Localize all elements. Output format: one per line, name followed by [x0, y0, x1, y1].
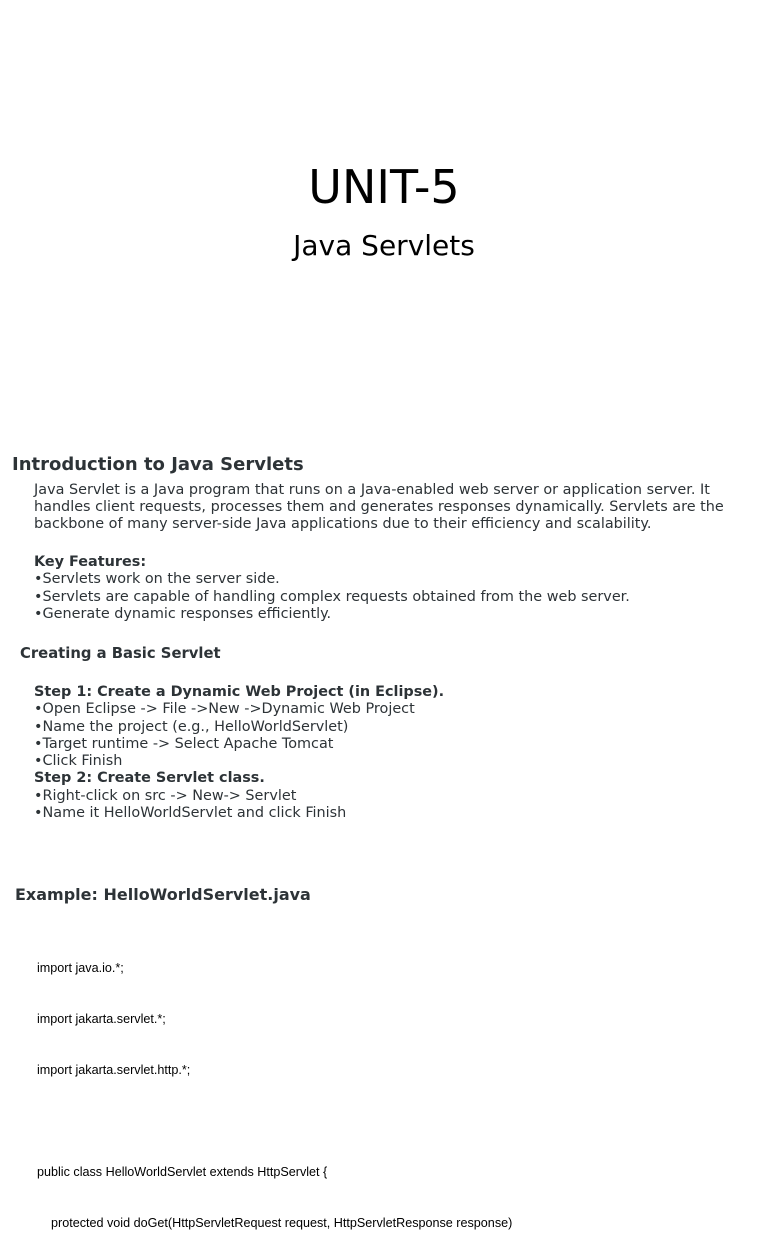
list-item: •Servlets work on the server side. — [34, 571, 280, 588]
steps — [34, 684, 444, 822]
code-line: import jakarta.servlet.*; — [37, 1012, 166, 1026]
intro-paragraph: Java Servlet is a Java program that runs on a Java-enabled web server or application server. It handles client requests, processes them and generates responses dynamically. Servlets are the backbone of many server-side Java applications due to their efficiency and scalability. — [34, 482, 724, 532]
example-heading: Example: HelloWorldServlet.java — [15, 885, 311, 904]
code-line: public class HelloWorldServlet extends HttpServlet { — [37, 1165, 328, 1179]
list-item: •Servlets are capable of handling complex requests obtained from the web server. — [34, 588, 630, 605]
creating-servlet-heading: Creating a Basic Servlet — [20, 645, 221, 662]
list-item: •Right-click on src -> New-> Servlet — [34, 787, 297, 804]
step-2-heading: Step 2: Create Servlet class. — [34, 770, 265, 787]
code-line: import jakarta.servlet.http.*; — [37, 1063, 191, 1077]
slide-subtitle: Java Servlets — [293, 229, 475, 262]
code-block — [37, 926, 512, 1249]
list-item: •Click Finish — [34, 753, 123, 770]
list-item: •Name it HelloWorldServlet and click Finish — [34, 805, 347, 822]
step-1-heading: Step 1: Create a Dynamic Web Project (in Eclipse). — [34, 684, 445, 700]
code-line — [37, 1113, 512, 1130]
key-features — [34, 554, 630, 623]
list-item: •Generate dynamic responses efficiently. — [34, 605, 332, 622]
code-line: import java.io.*; — [37, 961, 124, 975]
slide-title: UNIT-5 — [308, 160, 460, 214]
list-item: •Name the project (e.g., HelloWorldServlet) — [34, 718, 349, 735]
intro-heading: Introduction to Java Servlets — [12, 454, 304, 475]
key-features-heading: Key Features: — [34, 554, 147, 570]
list-item: •Target runtime -> Select Apache Tomcat — [34, 735, 334, 752]
list-item: •Open Eclipse -> File ->New ->Dynamic Web Project — [34, 701, 415, 718]
code-line: protected void doGet(HttpServletRequest request, HttpServletResponse response) — [37, 1216, 513, 1230]
